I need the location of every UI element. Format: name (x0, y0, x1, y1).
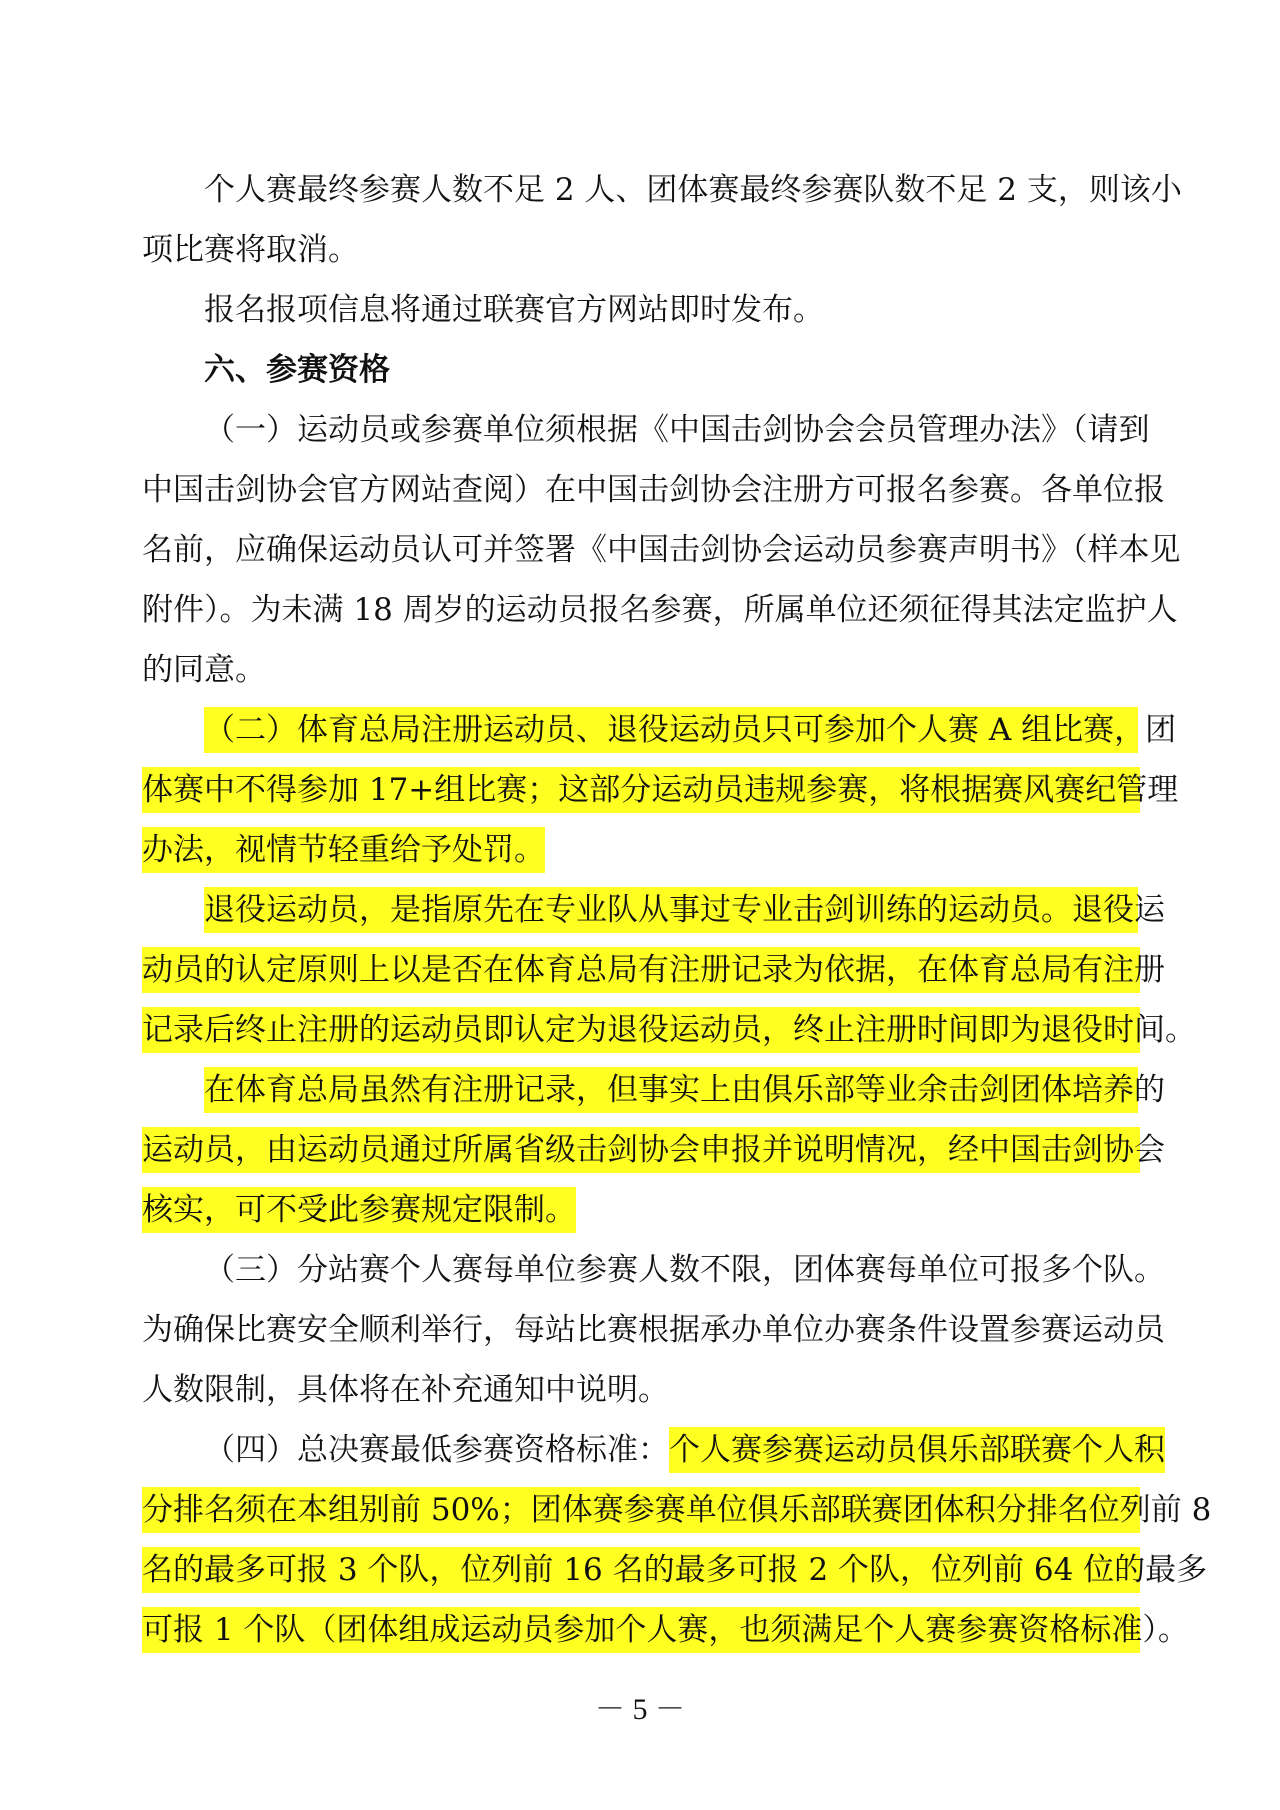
highlight-span: 退役运动员，是指原先在专业队从事过专业击剑训练的运动员。退役运 (204, 887, 1138, 933)
highlight-span: 在体育总局虽然有注册记录，但事实上由俱乐部等业余击剑团体培养的 (204, 1067, 1138, 1113)
highlight-span: 运动员，由运动员通过所属省级击剑协会申报并说明情况，经中国击剑协会 (142, 1127, 1140, 1173)
paragraph-line: 项比赛将取消。 (142, 232, 359, 268)
highlight-span: （二）体育总局注册运动员、退役运动员只可参加个人赛 A 组比赛，团 (204, 707, 1138, 753)
paragraph-line: 个人赛最终参赛人数不足 2 人、团体赛最终参赛队数不足 2 支，则该小 (204, 172, 1182, 208)
paragraph-line: （一）运动员或参赛单位须根据《中国击剑协会会员管理办法》（请到 (204, 412, 1150, 448)
paragraph-line: 名前，应确保运动员认可并签署《中国击剑协会运动员参赛声明书》（样本见 (142, 532, 1181, 568)
highlight-span: 名的最多可报 3 个队，位列前 16 名的最多可报 2 个队，位列前 64 位的最多 (142, 1547, 1140, 1593)
highlight-span: 核实，可不受此参赛规定限制。 (142, 1187, 576, 1233)
highlighted-line (142, 700, 1177, 760)
highlighted-line (142, 1540, 1208, 1600)
highlight-span: 办法，视情节轻重给予处罚。 (142, 827, 545, 873)
paragraph-line: 人数限制，具体将在补充通知中说明。 (142, 1372, 669, 1408)
highlighted-line (142, 1000, 1196, 1060)
highlight-span: 体赛中不得参加 17+组比赛；这部分运动员违规参赛，将根据赛风赛纪管理 (142, 767, 1140, 813)
highlighted-line (142, 1120, 1165, 1180)
highlighted-line (142, 820, 1140, 880)
highlighted-line (142, 1060, 1165, 1120)
paragraph-line: 为确保比赛安全顺利举行，每站比赛根据承办单位办赛条件设置参赛运动员 (142, 1312, 1165, 1348)
paragraph-line: （三）分站赛个人赛每单位参赛人数不限，团体赛每单位可报多个队。 (204, 1252, 1165, 1288)
highlighted-line (142, 880, 1165, 940)
highlight-span: 分排名须在本组别前 50%；团体赛参赛单位俱乐部联赛团体积分排名位列前 8 (142, 1487, 1140, 1533)
page-number: － 5 － (595, 1693, 685, 1726)
paragraph-lead: （四）总决赛最低参赛资格标准： (204, 1432, 669, 1468)
document-body (142, 160, 1212, 1660)
paragraph-line: 报名报项信息将通过联赛官方网站即时发布。 (204, 292, 824, 328)
highlight-span: 记录后终止注册的运动员即认定为退役运动员，终止注册时间即为退役时间。 (142, 1007, 1140, 1053)
highlight-span: 个人赛参赛运动员俱乐部联赛个人积 (669, 1427, 1165, 1473)
highlighted-line (142, 760, 1179, 820)
highlight-span: 可报 1 个队（团体组成运动员参加个人赛，也须满足个人赛参赛资格标准）。 (142, 1607, 1140, 1653)
highlight-span: 动员的认定原则上以是否在体育总局有注册记录为依据，在体育总局有注册 (142, 947, 1140, 993)
section-heading: 六、参赛资格 (204, 352, 390, 388)
paragraph-line: 中国击剑协会官方网站查阅）在中国击剑协会注册方可报名参赛。各单位报 (142, 472, 1165, 508)
highlighted-line (142, 940, 1165, 1000)
paragraph-line (142, 1420, 1165, 1480)
paragraph-line: 的同意。 (142, 652, 266, 688)
paragraph-line: 附件）。为未满 18 周岁的运动员报名参赛，所属单位还须征得其法定监护人 (142, 592, 1178, 628)
highlighted-line (142, 1600, 1189, 1660)
highlighted-line (142, 1480, 1212, 1540)
highlighted-line (142, 1180, 1140, 1240)
